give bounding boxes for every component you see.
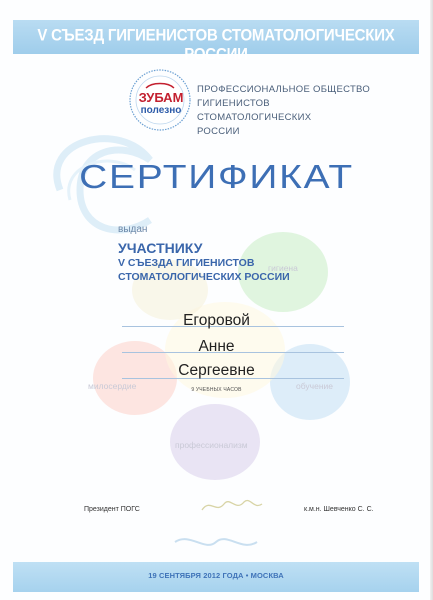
recipient-role-line2: V СЪЕЗДА ГИГИЕНИСТОВ bbox=[118, 257, 255, 269]
petal-label-right: обучение bbox=[296, 381, 333, 391]
handwritten-signature-icon bbox=[196, 492, 286, 518]
logo-word: ЗУБАМ bbox=[138, 90, 184, 105]
petal-label-bottom: профессионализм bbox=[175, 440, 248, 450]
top-banner bbox=[13, 20, 419, 65]
organization-name-line2: ГИГИЕНИСТОВ СТОМАТОЛОГИЧЕСКИХ bbox=[197, 98, 312, 123]
logo-subword: полезно bbox=[140, 105, 182, 116]
organization-name bbox=[197, 83, 387, 139]
recipient-surname: Егоровой bbox=[183, 312, 250, 329]
event-date-place: 19 СЕНТЯБРЯ 2012 ГОДА • МОСКВА bbox=[148, 571, 284, 580]
petal-label-left: милосердие bbox=[88, 381, 137, 391]
recipient-role-line1: УЧАСТНИКУ bbox=[118, 240, 203, 256]
congress-title: V СЪЕЗД ГИГИЕНИСТОВ СТОМАТОЛОГИЧЕСКИХ РОССИИ bbox=[37, 25, 395, 65]
footer-flourish bbox=[175, 539, 257, 545]
recipient-role-line3: СТОМАТОЛОГИЧЕСКИХ РОССИИ bbox=[118, 271, 290, 283]
petal-label-top: гигиена bbox=[268, 263, 298, 273]
signature-left-caption: Президент ПОГС bbox=[84, 506, 140, 513]
issued-label: выдан bbox=[118, 224, 148, 235]
certificate-title: СЕРТИФИКАТ bbox=[79, 158, 354, 195]
recipient-first-name: Анне bbox=[198, 338, 235, 355]
organization-name-line1: ПРОФЕССИОНАЛЬНОЕ ОБЩЕСТВО bbox=[197, 84, 371, 95]
bottom-banner bbox=[13, 562, 419, 592]
recipient-role bbox=[118, 240, 358, 284]
signature-right-caption: к.м.н. Шевченко С. С. bbox=[304, 506, 374, 513]
recipient-patronymic: Сергеевне bbox=[178, 362, 255, 379]
study-hours: 9 УЧЕБНЫХ ЧАСОВ bbox=[191, 387, 242, 393]
organization-name-line3: РОССИИ bbox=[197, 126, 240, 137]
